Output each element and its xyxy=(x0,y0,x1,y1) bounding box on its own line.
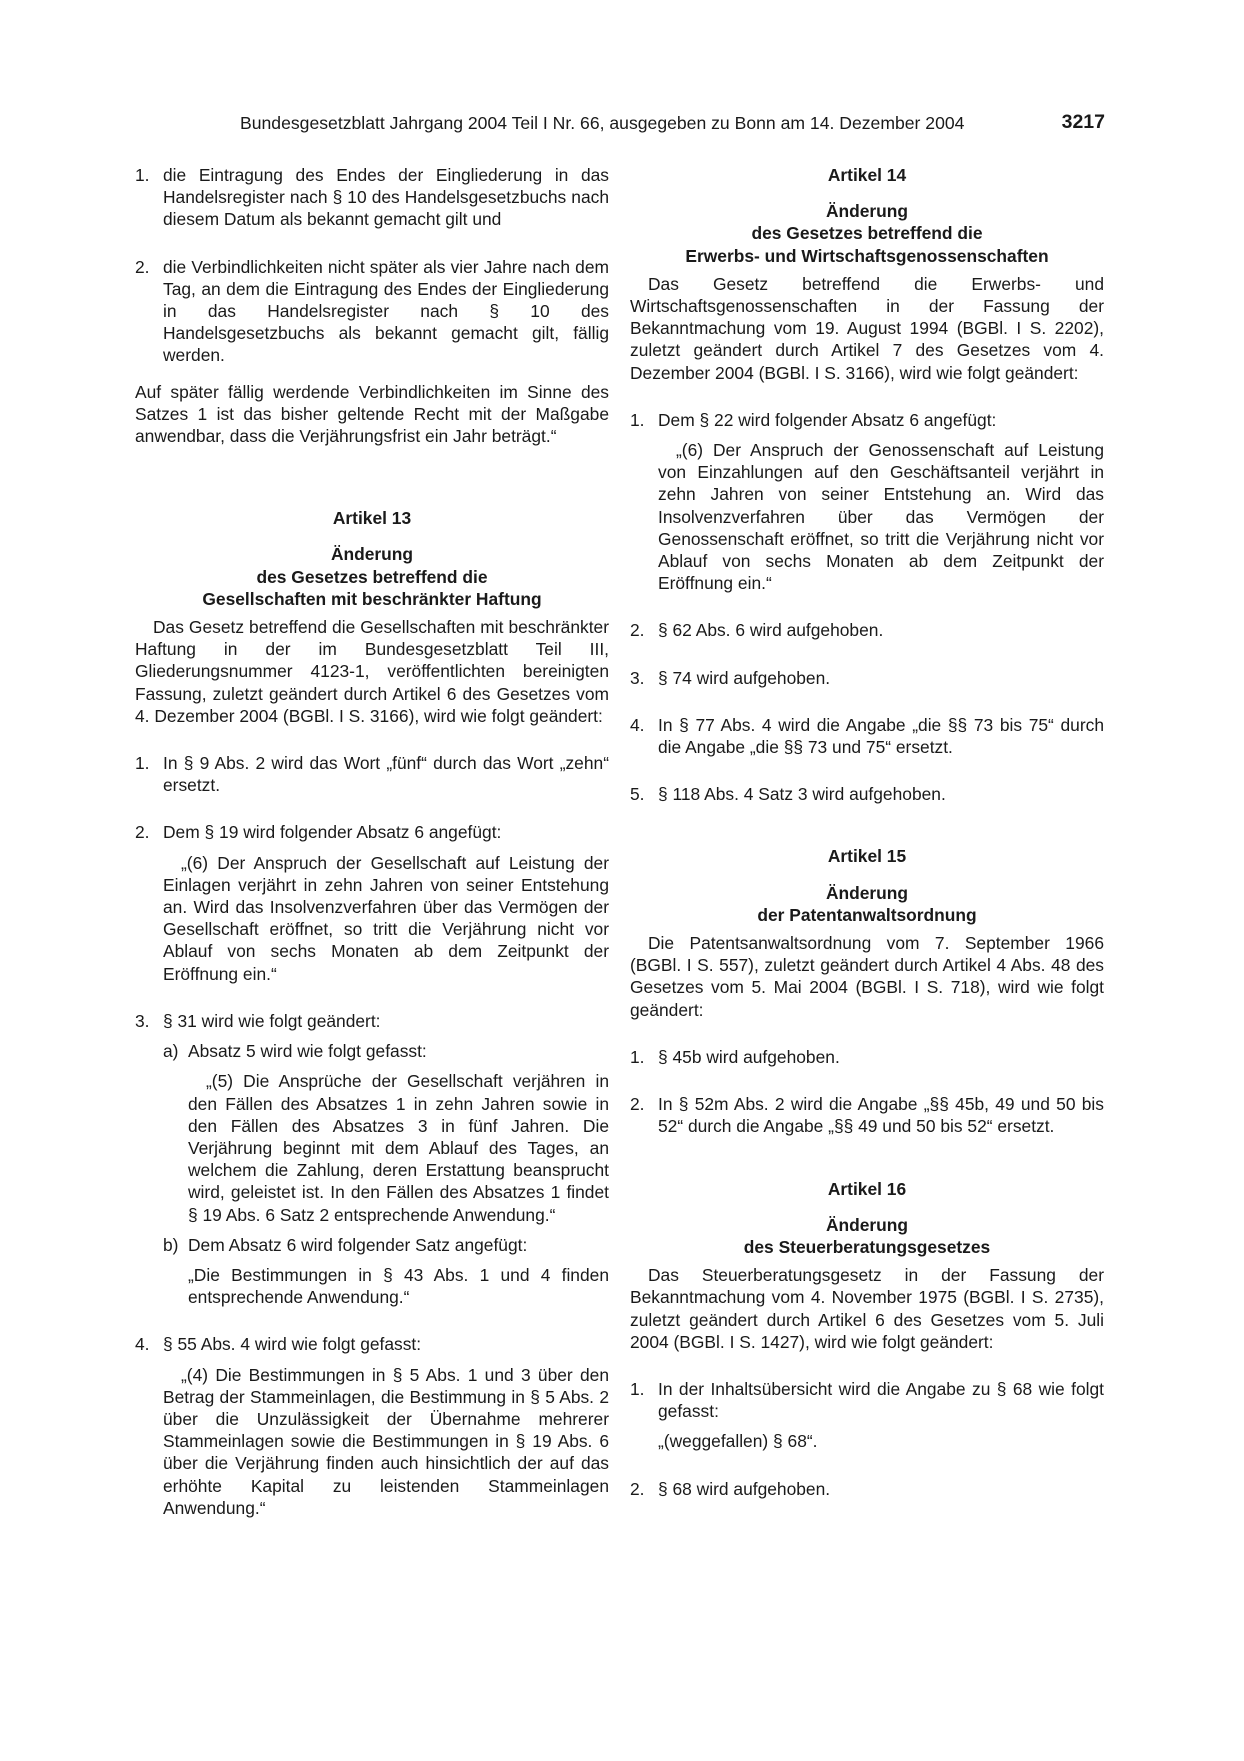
item-text: In der Inhaltsübersicht wird die Angabe zu § 68 wie folgt gefasst: xyxy=(658,1378,1104,1422)
heading-line: Erwerbs- und Wirtschaftsgenossenschaften xyxy=(685,245,1049,266)
page-number: 3217 xyxy=(1061,111,1105,133)
heading-line: des Gesetzes betreffend die xyxy=(751,223,983,244)
list-item xyxy=(135,164,609,231)
item-text: § 55 Abs. 4 wird wie folgt gefasst: xyxy=(163,1334,422,1355)
quoted-text: „(4) Die Bestimmungen in § 5 Abs. 1 und 3 über den Betrag der Stammeinlagen, die Bestimmung in § 5 Abs. 2 über die Unzulässigkeit der Übernahme mehrerer Stammeinlagen sowie die Bestimmungen in § 19 Abs. 6 über die Verjährung finden auch hinsichtlich der auf das erhöhte Kapital zu leistenden Stammeinlagen Anwendung.“ xyxy=(163,1364,609,1518)
item-text: die Eintragung des Endes der Eingliederung in das Handelsregister nach § 10 des Handelsgesetzbuchs nach diesem Datum als bekannt gemacht gilt und xyxy=(163,165,609,230)
article-heading xyxy=(630,1214,1104,1258)
heading-line: des Gesetzes betreffend die xyxy=(256,566,488,587)
quoted-text: „(5) Die Ansprüche der Gesellschaft verjähren in den Fällen des Absatzes 1 in zehn Jahren sowie in den Fällen des Absatzes 3 in fünf Jahren. Die Verjährung beginnt mit dem Ablauf des Tages, an welchem die Zahlung, deren Erstattung beansprucht wird, geleistet ist. In den Fällen des Absatzes 1 findet § 19 Abs. 6 Satz 2 entsprechende Anwendung.“ xyxy=(188,1071,609,1225)
list-item xyxy=(630,714,1104,758)
quoted-text: „(6) Der Anspruch der Gesellschaft auf Leistung der Einlagen verjährt in zehn Jahren von seiner Entstehung an. Wird das Insolvenzverfahren über das Vermögen der Gesellschaft eröffnet, so tritt die Verjährung nicht vor Ablauf von sechs Monaten ab dem Zeitpunkt der Eröffnung ein.“ xyxy=(163,852,609,984)
item-text: § 62 Abs. 6 wird aufgehoben. xyxy=(658,620,884,641)
item-number: 3. xyxy=(135,1010,150,1031)
article-title: Artikel 13 xyxy=(332,508,412,529)
quoted-text: „Die Bestimmungen in § 43 Abs. 1 und 4 finden entsprechende Anwendung.“ xyxy=(188,1264,609,1308)
article-13 xyxy=(135,507,609,1519)
item-text: Dem § 19 wird folgender Absatz 6 angefügt: xyxy=(163,822,502,843)
sub-item-text: Absatz 5 wird wie folgt gefasst: xyxy=(188,1041,427,1062)
item-number: 5. xyxy=(630,784,645,805)
list-item xyxy=(630,619,1104,641)
article-title: Artikel 15 xyxy=(827,846,907,867)
heading-line: Änderung xyxy=(825,201,909,222)
item-number: 2. xyxy=(135,256,150,277)
list-item xyxy=(630,667,1104,689)
item-number: 2. xyxy=(135,822,150,843)
article-14 xyxy=(630,164,1104,805)
page-header xyxy=(240,113,1105,139)
article-intro: Das Steuerberatungsgesetz in der Fassung der Bekanntmachung vom 4. November 1975 (BGBl. I S. 2735), zuletzt geändert durch Artikel 6 des Gesetzes vom 5. Juli 2004 (BGBl. I S. 1427), wird wie folgt geändert: xyxy=(630,1265,1104,1352)
heading-line: Änderung xyxy=(825,1214,909,1235)
sub-item-text: Dem Absatz 6 wird folgender Satz angefügt: xyxy=(188,1234,528,1255)
article-title: Artikel 16 xyxy=(827,1178,907,1199)
item-number: 3. xyxy=(630,667,645,688)
item-text: die Verbindlichkeiten nicht später als vier Jahre nach dem Tag, an dem die Eintragung des Endes der Eingliederung in das Handelsregister nach § 10 des Handelsgesetzbuchs als bekannt gemacht gilt, fällig werden. xyxy=(163,256,609,366)
heading-line: der Patentanwaltsordnung xyxy=(757,904,977,925)
list-item xyxy=(630,1478,1104,1500)
item-text: § 118 Abs. 4 Satz 3 wird aufgehoben. xyxy=(658,784,946,805)
list-item xyxy=(135,1333,609,1355)
quoted-text: „(6) Der Anspruch der Genossenschaft auf Leistung von Einzahlungen auf den Geschäftsanteil verjährt in zehn Jahren von seiner Entstehung an. Wird das Insolvenzverfahren über das Vermögen der Genossenschaft eröffnet, so tritt die Verjährung nicht vor Ablauf von sechs Monaten ab dem Zeitpunkt der Eröffnung ein.“ xyxy=(658,440,1104,594)
sub-item-letter: b) xyxy=(163,1234,179,1255)
item-text: § 68 wird aufgehoben. xyxy=(658,1478,831,1499)
article-intro: Die Patentsanwaltsordnung vom 7. September 1966 (BGBl. I S. 557), zuletzt geändert durch Artikel 4 Abs. 48 des Gesetzes vom 5. Mai 2004 (BGBl. I S. 718), wird wie folgt geändert: xyxy=(630,933,1104,1020)
closing-paragraph: Auf später fällig werdende Verbindlichkeiten im Sinne des Satzes 1 ist das bisher geltende Recht mit der Maßgabe anwendbar, dass die Verjährungsfrist ein Jahr beträgt.“ xyxy=(135,381,609,447)
item-text: In § 9 Abs. 2 wird das Wort „fünf“ durch das Wort „zehn“ ersetzt. xyxy=(163,753,609,796)
article-title: Artikel 14 xyxy=(827,165,907,185)
header-title: Bundesgesetzblatt Jahrgang 2004 Teil I Nr. 66, ausgegeben zu Bonn am 14. Dezember 2004 xyxy=(240,113,965,133)
item-number: 1. xyxy=(630,1378,645,1399)
list-item xyxy=(630,409,1104,431)
item-number: 1. xyxy=(630,1046,645,1067)
list-item xyxy=(630,1046,1104,1068)
left-column xyxy=(135,164,609,1544)
item-number: 1. xyxy=(630,409,645,430)
item-number: 2. xyxy=(630,1478,645,1499)
item-number: 4. xyxy=(630,714,645,735)
item-number: 1. xyxy=(135,165,150,185)
list-item xyxy=(135,1010,609,1032)
article-heading xyxy=(630,200,1104,267)
list-item xyxy=(135,752,609,796)
item-number: 4. xyxy=(135,1334,150,1355)
article-heading xyxy=(630,882,1104,926)
item-number: 2. xyxy=(630,1094,645,1115)
article-16 xyxy=(630,1178,1104,1500)
sub-item-letter: a) xyxy=(163,1041,179,1062)
list-item xyxy=(630,1378,1104,1422)
list-item xyxy=(135,256,609,367)
item-text: § 74 wird aufgehoben. xyxy=(658,667,831,688)
item-number: 2. xyxy=(630,620,645,641)
heading-line: Änderung xyxy=(825,882,909,903)
item-text: § 31 wird wie folgt geändert: xyxy=(163,1010,381,1031)
heading-line: Änderung xyxy=(330,544,414,565)
article-intro: Das Gesetz betreffend die Gesellschaften mit beschränkter Haftung in der im Bundesgesetzblatt Teil III, Gliederungsnummer 4123-1, veröffentlichten bereinigten Fassung, zuletzt geändert durch Artikel 6 des Gesetzes vom 4. Dezember 2004 (BGBl. I S. 3166), wird wie folgt geändert: xyxy=(135,617,609,726)
list-item xyxy=(135,821,609,843)
heading-line: Gesellschaften mit beschränkter Haftung xyxy=(202,588,542,609)
list-item xyxy=(630,783,1104,805)
item-text: Dem § 22 wird folgender Absatz 6 angefügt: xyxy=(658,409,997,430)
quoted-text: „(weggefallen) § 68“. xyxy=(658,1431,818,1452)
sub-item xyxy=(163,1234,609,1256)
item-text: In § 52m Abs. 2 wird die Angabe „§§ 45b, 49 und 50 bis 52“ durch die Angabe „§§ 49 und 50 bis 52“ ersetzt. xyxy=(658,1094,1104,1137)
item-text: § 45b wird aufgehoben. xyxy=(658,1046,840,1067)
article-15 xyxy=(630,845,1104,1137)
item-text: In § 77 Abs. 4 wird die Angabe „die §§ 73 bis 75“ durch die Angabe „die §§ 73 und 75“ ersetzt. xyxy=(658,714,1104,758)
sub-item xyxy=(163,1040,609,1062)
list-item xyxy=(630,1093,1104,1137)
article-intro: Das Gesetz betreffend die Erwerbs- und Wirtschaftsgenossenschaften in der Fassung der Bekanntmachung vom 19. August 1994 (BGBl. I S. 2202), zuletzt geändert durch Artikel 7 des Gesetzes vom 4. Dezember 2004 (BGBl. I S. 3166), wird wie folgt geändert: xyxy=(630,273,1104,383)
item-number: 1. xyxy=(135,753,150,774)
right-column xyxy=(630,164,1104,1525)
heading-line: des Steuerberatungsgesetzes xyxy=(743,1236,991,1257)
article-heading xyxy=(135,543,609,610)
